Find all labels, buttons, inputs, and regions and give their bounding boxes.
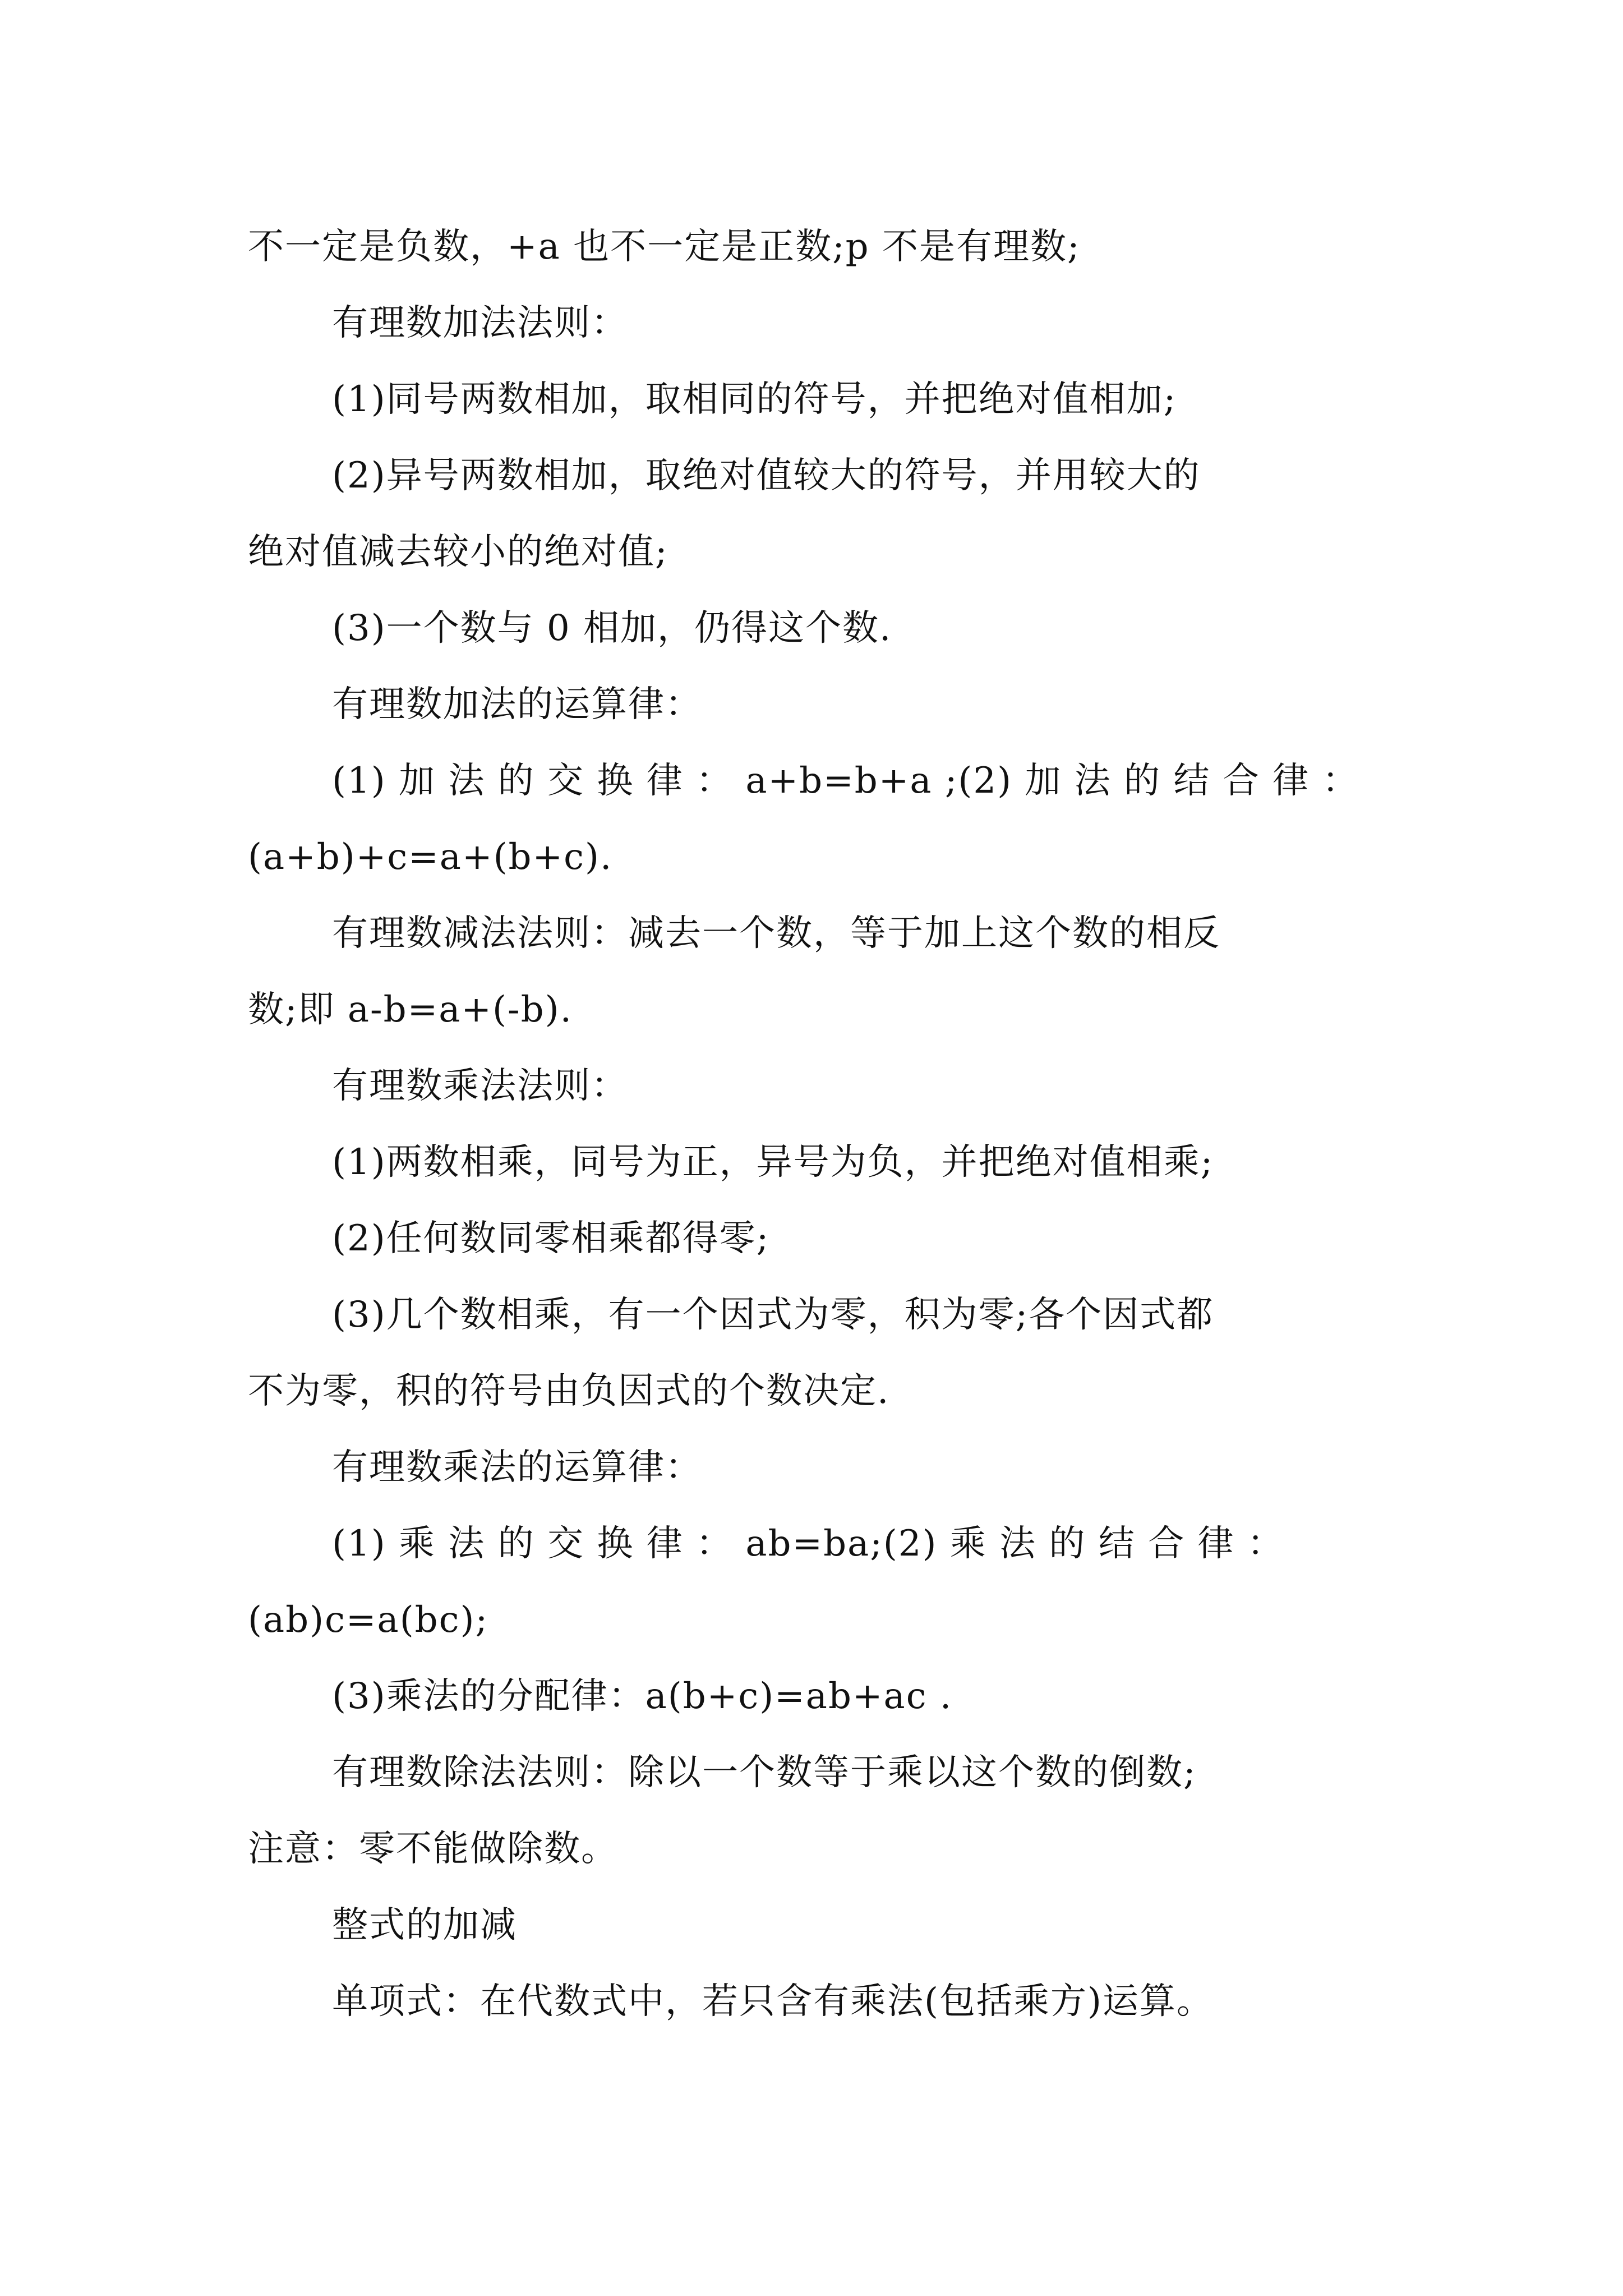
text-line: (a+b)+c=a+(b+c).: [248, 836, 613, 878]
text-line: (3)几个数相乘，有一个因式为零，积为零;各个因式都: [332, 1294, 1214, 1336]
text-line: 整式的加减: [332, 1904, 517, 1946]
text-line: 有理数减法法则：减去一个数，等于加上这个数的相反: [332, 913, 1220, 954]
text-line: 数;即 a-b=a+(-b).: [248, 989, 573, 1030]
text-line: 注意：零不能做除数。: [248, 1828, 618, 1870]
text-line: 单项式：在代数式中，若只含有乘法(包括乘方)运算。: [332, 1981, 1214, 2022]
text-line: (1) 加 法 的 交 换 律 ： a+b=b+a ;(2) 加 法 的 结 合 律 ：: [332, 760, 1359, 802]
text-line: (1)同号两数相加，取相同的符号，并把绝对值相加;: [332, 379, 1177, 420]
text-line: (2)任何数同零相乘都得零;: [332, 1218, 770, 1259]
text-line: 绝对值减去较小的绝对值;: [248, 531, 668, 573]
text-line: 不一定是负数，+a 也不一定是正数;p 不是有理数;: [248, 226, 1081, 268]
text-line: (ab)c=a(bc);: [248, 1599, 488, 1641]
text-line: (3)一个数与 0 相加，仍得这个数.: [332, 608, 892, 649]
text-line: 不为零，积的符号由负因式的个数决定.: [248, 1370, 890, 1412]
text-line: (2)异号两数相加，取绝对值较大的符号，并用较大的: [332, 455, 1201, 496]
text-line: 有理数乘法法则：: [332, 1065, 628, 1107]
text-line: (1) 乘 法 的 交 换 律 ： ab=ba;(2) 乘 法 的 结 合 律 ：: [332, 1523, 1284, 1565]
text-line: 有理数乘法的运算律：: [332, 1447, 702, 1488]
text-line: (1)两数相乘，同号为正，异号为负，并把绝对值相乘;: [332, 1142, 1214, 1183]
text-line: (3)乘法的分配律：a(b+c)=ab+ac .: [332, 1676, 953, 1717]
text-line: 有理数除法法则：除以一个数等于乘以这个数的倒数;: [332, 1752, 1197, 1793]
text-line: 有理数加法法则：: [332, 302, 628, 344]
text-line: 有理数加法的运算律：: [332, 684, 702, 725]
document-body: [248, 209, 1398, 2040]
